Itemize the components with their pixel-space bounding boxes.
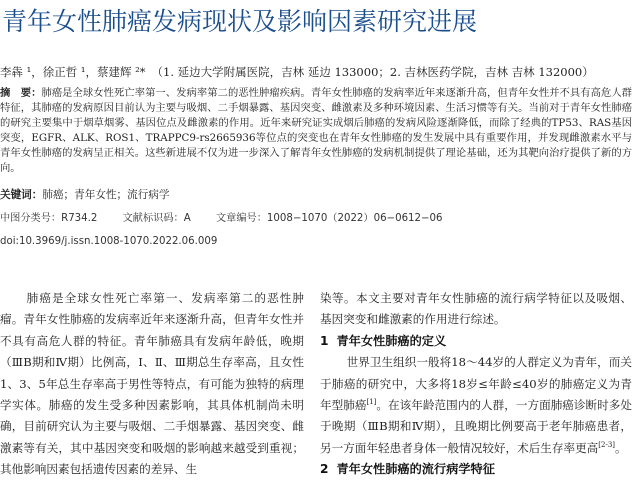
- keywords: [0, 188, 632, 203]
- intro-paragraph: 肺癌是全球女性死亡率第一、发病率第二的恶性肿瘤。青年女性肺癌的发病率近年来逐渐升高，但青年女性并不具有高危人群的特征。青年肺癌具有发病年龄低，晚期（ⅢB期和Ⅳ期）比例高，Ⅰ、Ⅱ、Ⅲ期总生存率高，且女性1、3、5年总生存率高于男性等特点，有可能为独特的病理学实体。肺癌的发生受多种因素影响，其具体机制尚未明确，目前研究认为主要与吸烟、二手烟暴露、基因突变、雌激素等有关，其中基因突变和吸烟的影响越来越受到重视；其他影响因素包括遗传因素的差异、生: [0, 291, 304, 477]
- section-title-1: 青年女性肺癌的定义: [336, 333, 447, 348]
- section-heading-2: [320, 459, 632, 480]
- section-1-paragraph: [320, 352, 632, 459]
- abstract: [0, 86, 632, 177]
- author-affiliations: （1. 延边大学附属医院，吉林 延边 133000；2. 吉林医药学院，吉林 吉林 132000）: [151, 65, 594, 79]
- citation-2-3[interactable]: [2-3]: [598, 440, 615, 449]
- keywords-text: 肺癌；青年女性；流行病学: [42, 189, 170, 201]
- body-right-column: [320, 288, 632, 481]
- author-names: 李犇 ¹，徐正哲 ¹，蔡建辉 ²*: [0, 65, 146, 79]
- section-title-2: 青年女性肺癌的流行病学特征: [336, 462, 495, 477]
- abstract-text: 肺癌是全球女性死亡率第一、发病率第二的恶性肿瘤疾病。青年女性肺癌的发病率近年来逐渐升高，但青年女性并不具有高危人群特征，其肺癌的发病原因目前认为主要与吸烟、二手烟暴露、基因突变、雌激素及多种环境因素、生活习惯等有关。当前对于青年女性肺癌的研究主要集中于烟草烟雾、基因位点及雌激素的作用。近年来研究证实成烟后肺癌的发病风险逐渐降低，而除了经典的TP53、RAS基因突变，EGFR、ALK、ROS1、TRAPPC9-rs2665936等位点的突变也在青年女性肺癌的发生发展中具有重要作用，并发现雌激素水平与青年女性肺癌的发病呈正相关。这些新进展不仅为进一步深入了解青年女性肺癌的发病机制提供了理论基础，还为其靶向治疗提供了新的方向。: [0, 87, 633, 175]
- clc-number: 中图分类号：R734.2: [0, 213, 98, 224]
- citation-1[interactable]: [1]: [366, 398, 377, 407]
- document-code: 文献标识码：A: [122, 213, 191, 224]
- body-left-column: [0, 288, 304, 481]
- intro-continuation: 染等。本文主要对青年女性肺癌的流行病学特征以及吸烟、基因突变和雌激素的作用进行综述。: [320, 291, 632, 327]
- doi: doi:10.3969/j.issn.1008-1070.2022.06.009: [0, 236, 218, 247]
- section-number-1: 1: [320, 333, 329, 348]
- section-1-text-b: 。在该年龄范围内的人群，一方面肺癌诊断时多处于晚期（ⅢB期和Ⅳ期），且晚期比例要高于老年肺癌患者，另一方面年轻患者身体一般情况较好，术后生存率更高: [320, 398, 632, 455]
- classification-line: [0, 212, 632, 226]
- article-title: 青年女性肺癌发病现状及影响因素研究进展: [2, 7, 478, 36]
- section-heading-1: [320, 331, 632, 352]
- section-1-text-c: 。: [615, 440, 627, 455]
- section-number-2: 2: [320, 462, 329, 477]
- keywords-label: 关键词：: [0, 189, 43, 201]
- abstract-label: 摘 要：: [0, 87, 42, 99]
- author-line: [0, 64, 632, 80]
- section-1-text-a: 世界卫生组织一般将18～44岁的人群定义为青年，而关于肺癌的研究中，大多将18岁≤年龄≤40岁的肺癌定义为青年型肺癌: [320, 355, 632, 413]
- article-number: 文章编号：1008−1070（2022）06−0612−06: [215, 213, 443, 224]
